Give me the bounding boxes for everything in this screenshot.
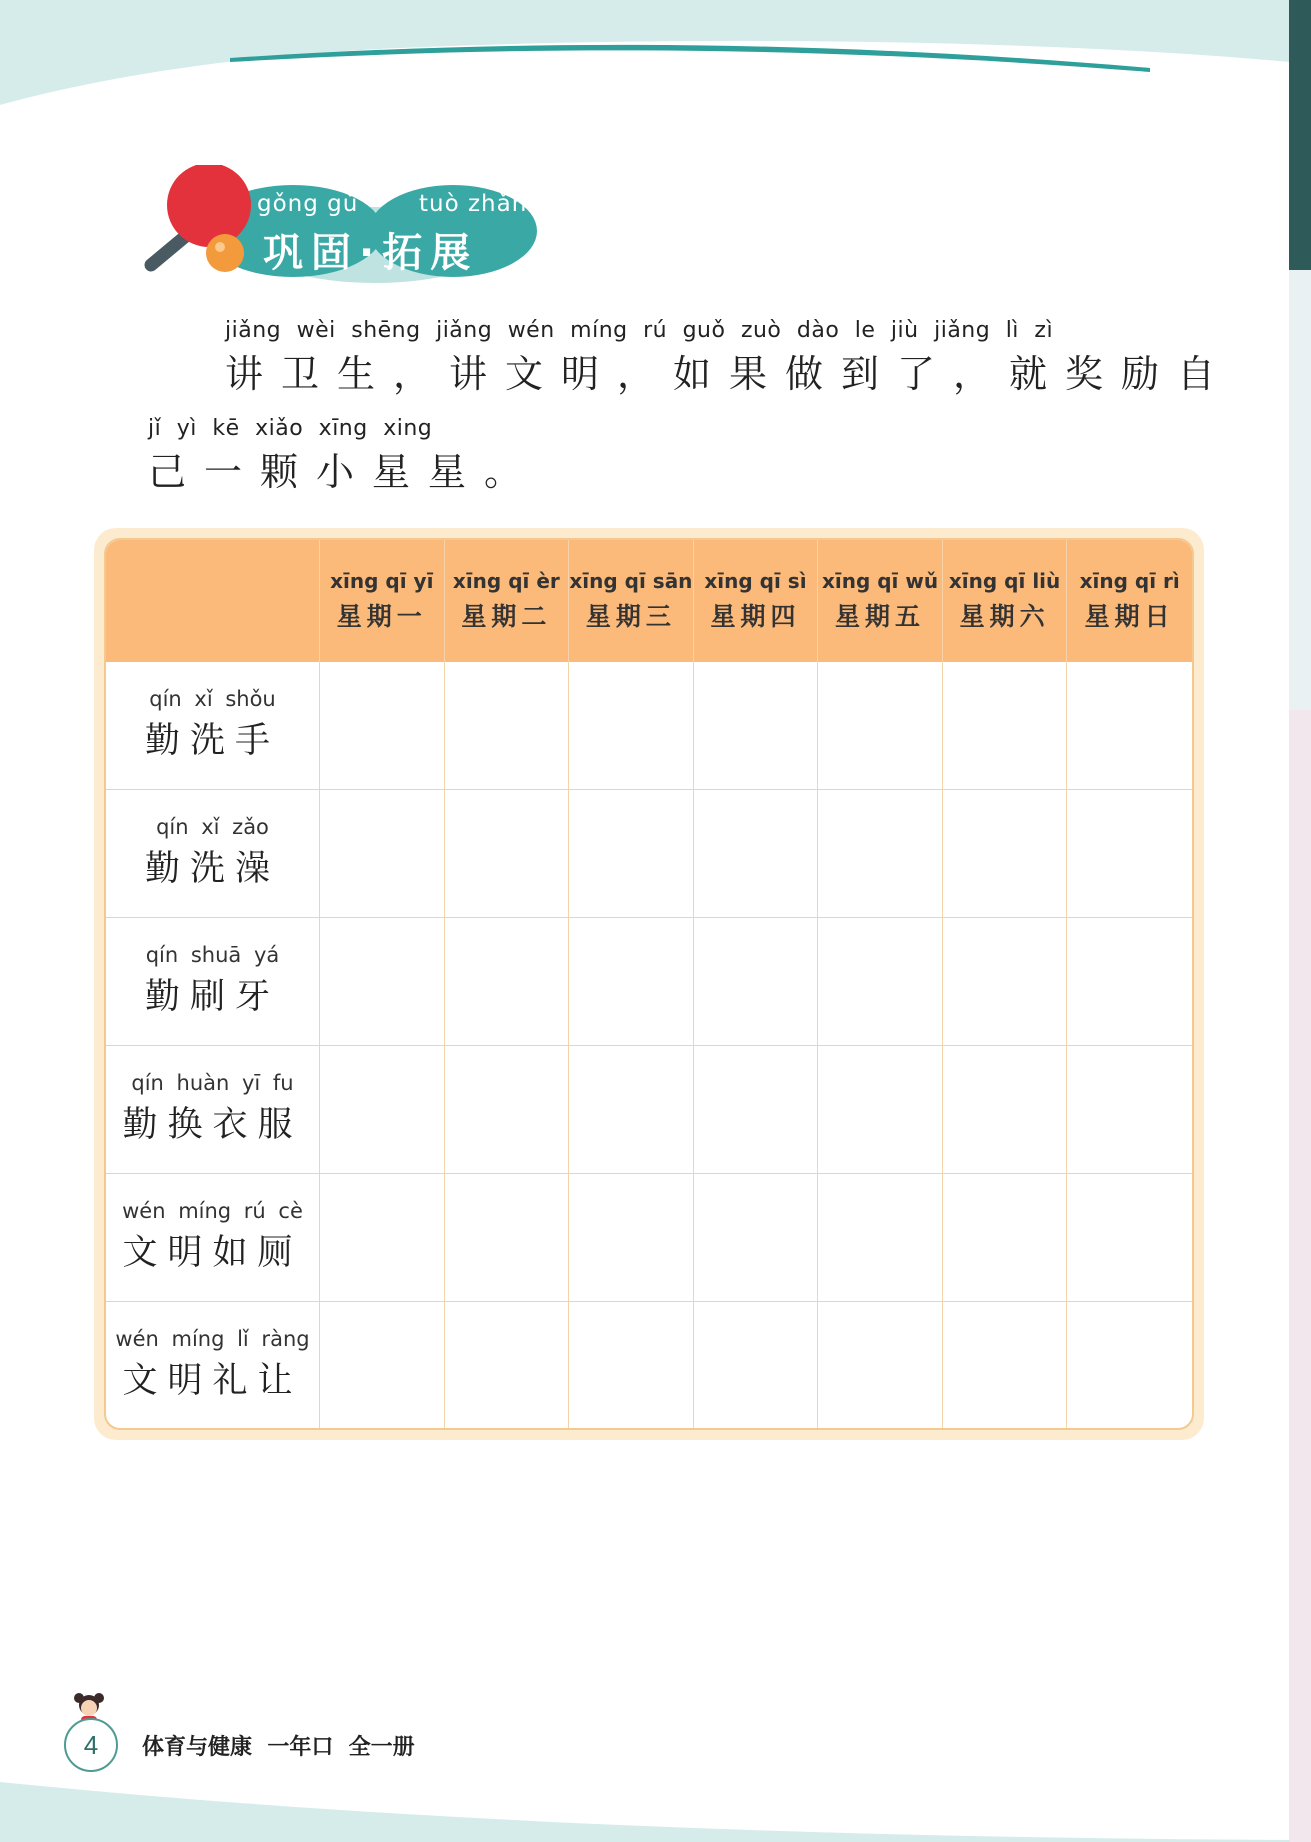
table-row [106,1046,1192,1174]
star-cell[interactable] [818,1174,943,1302]
habit-text: 勤刷牙 [144,977,280,1018]
top-wave-decoration [0,0,1311,120]
table-row [106,790,1192,918]
star-cell[interactable] [694,790,819,918]
day-header-tue [445,540,570,662]
day-label: 星期二 [461,602,552,631]
star-cell[interactable] [694,662,819,790]
habit-label [106,1174,320,1302]
intro-line-2-text: 己一颗小星星。 [148,450,541,494]
day-header-sun [1067,540,1192,662]
star-cell[interactable] [1067,790,1192,918]
habit-text: 勤洗手 [144,721,280,762]
star-cell[interactable] [1067,918,1192,1046]
table-row [106,1174,1192,1302]
day-pinyin: xīng qī sì [704,569,807,593]
intro-line-2-pinyin: jǐ yì kē xiǎo xīng xing [148,416,433,441]
star-cell[interactable] [569,790,694,918]
star-cell[interactable] [818,1046,943,1174]
star-cell[interactable] [943,662,1068,790]
book-title: 体育与健康 一年口 全一册 [142,1735,415,1760]
star-cell[interactable] [445,790,570,918]
star-cell[interactable] [1067,1174,1192,1302]
intro-line-1-text: 讲卫生，讲文明，如果做到了，就奖励自 [225,352,1234,396]
star-cell[interactable] [694,1046,819,1174]
habit-label [106,1046,320,1174]
day-pinyin: xīng qī wǔ [821,569,939,593]
star-cell[interactable] [818,662,943,790]
star-cell[interactable] [569,1174,694,1302]
habit-pinyin: qín xǐ zǎo [156,815,269,840]
star-cell[interactable] [320,1302,445,1428]
day-label: 星期日 [1084,602,1175,631]
star-cell[interactable] [818,918,943,1046]
section-title: 巩固·拓展 [263,230,479,276]
star-cell[interactable] [1067,662,1192,790]
star-cell[interactable] [818,1302,943,1428]
day-label: 星期五 [835,602,926,631]
habit-pinyin: wén míng rú cè [122,1199,303,1224]
star-cell[interactable] [1067,1302,1192,1428]
intro-line-2 [148,416,540,496]
star-cell[interactable] [320,662,445,790]
habit-text: 勤洗澡 [144,849,280,890]
star-cell[interactable] [320,1174,445,1302]
habit-checklist-table [104,538,1194,1430]
habit-text: 文明礼让 [122,1360,303,1401]
day-pinyin: xīng qī yī [330,569,434,593]
star-cell[interactable] [943,1046,1068,1174]
day-pinyin: xīng qī èr [452,569,560,593]
star-cell[interactable] [943,918,1068,1046]
day-pinyin: xīng qī rì [1079,569,1180,593]
habit-pinyin: qín huàn yī fu [131,1071,294,1096]
habit-text: 勤换衣服 [122,1105,303,1146]
star-cell[interactable] [943,1174,1068,1302]
day-pinyin: xīng qī liù [948,569,1061,593]
table-row [106,1302,1192,1428]
star-cell[interactable] [445,1302,570,1428]
right-edge-strip [1289,0,1311,1842]
habit-label [106,662,320,790]
habit-label [106,918,320,1046]
star-cell[interactable] [569,1302,694,1428]
day-header-sat [943,540,1068,662]
star-cell[interactable] [320,918,445,1046]
corner-cell [106,540,320,662]
title-pinyin-right: tuò zhǎn [419,191,528,217]
star-cell[interactable] [320,790,445,918]
star-cell[interactable] [445,1174,570,1302]
day-label: 星期四 [710,602,801,631]
table-row [106,918,1192,1046]
star-cell[interactable] [445,662,570,790]
star-cell[interactable] [445,918,570,1046]
habit-pinyin: wén míng lǐ ràng [115,1326,310,1351]
intro-line-1 [225,318,1233,398]
habit-label [106,790,320,918]
day-pinyin: xīng qī sān [569,569,693,593]
day-header-thu [694,540,819,662]
star-cell[interactable] [569,1046,694,1174]
intro-line-1-pinyin: jiǎng wèi shēng jiǎng wén míng rú guǒ zuò dào le jiù jiǎng lì zì [225,318,1054,343]
day-header-mon [320,540,445,662]
section-title-badge [135,165,555,295]
star-cell[interactable] [694,918,819,1046]
day-label: 星期三 [585,602,676,631]
habit-text: 文明如厕 [122,1233,303,1274]
star-cell[interactable] [1067,1046,1192,1174]
table-row [106,662,1192,790]
star-cell[interactable] [943,1302,1068,1428]
header-row [106,540,1192,662]
star-cell[interactable] [694,1302,819,1428]
habit-pinyin: qín xǐ shǒu [149,687,276,712]
page-number: 4 [64,1718,118,1772]
star-cell[interactable] [445,1046,570,1174]
star-cell[interactable] [694,1174,819,1302]
habit-label [106,1302,320,1428]
day-header-fri [818,540,943,662]
star-cell[interactable] [943,790,1068,918]
star-cell[interactable] [569,918,694,1046]
habit-pinyin: qín shuā yá [145,943,280,968]
day-label: 星期一 [336,602,427,631]
star-cell[interactable] [569,662,694,790]
page-footer [60,1690,660,1770]
day-header-wed [569,540,694,662]
star-cell[interactable] [320,1046,445,1174]
title-pinyin-left: gǒng gù [257,191,359,217]
day-label: 星期六 [959,602,1050,631]
star-cell[interactable] [818,790,943,918]
